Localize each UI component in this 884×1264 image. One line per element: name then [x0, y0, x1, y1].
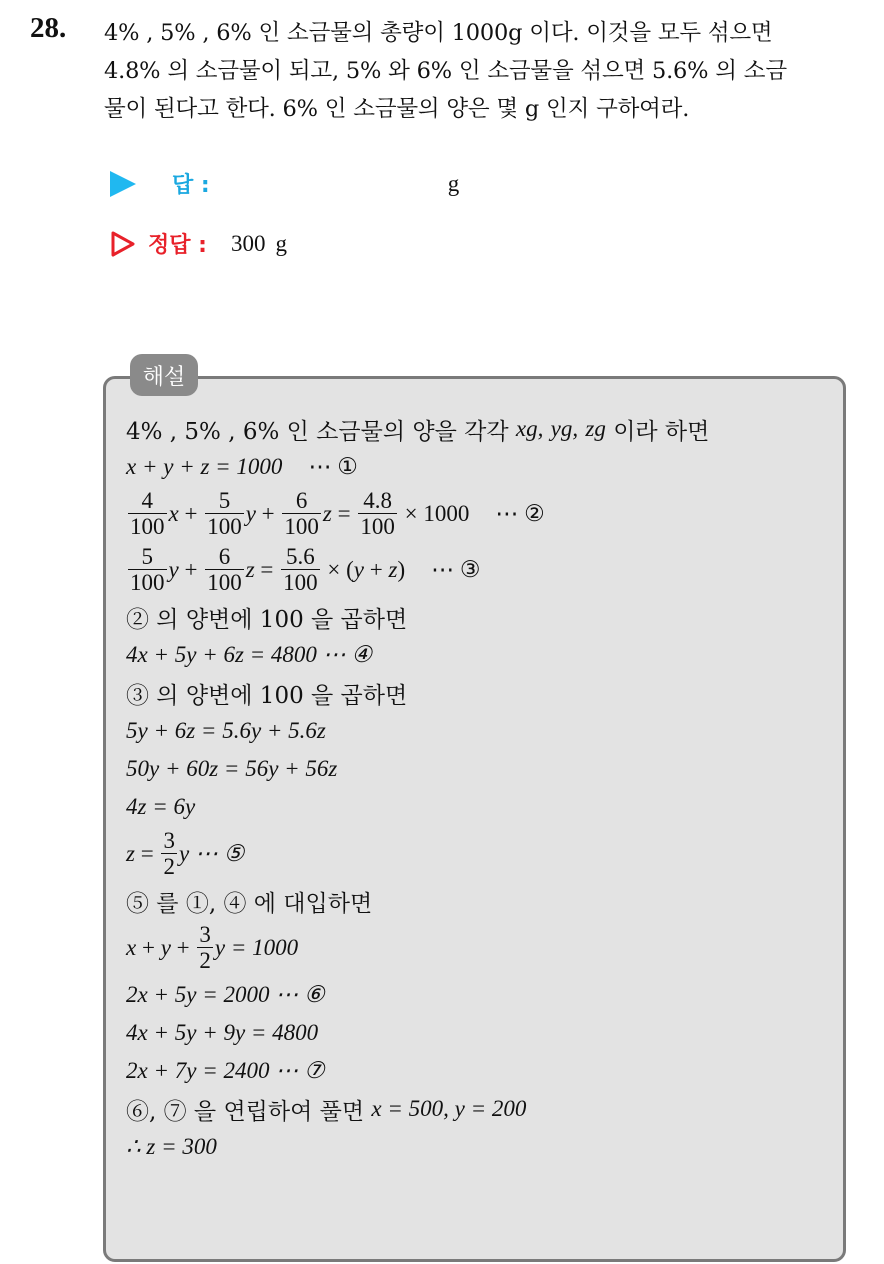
solution-line: x + y + z = 1000 ⋯ ①	[126, 454, 358, 479]
correct-answer-label: 정답 :	[148, 233, 207, 258]
solution-line: z = $\frac{3}{2}$ y ⋯ ⑤	[126, 827, 245, 879]
question-line: 물이 된다고 한다. 6% 인 소금물의 양은 몇 g 인지 구하여라.	[104, 96, 690, 122]
solution-line: $\frac{4}{100}$ x + $\frac{5}{100}$ y + $\frac{6}{100}$ z = $\frac{4.8}{100}$ × 1000 ⋯ ②	[130, 487, 545, 539]
solution-content	[126, 410, 826, 1166]
solution-line: x + y + $\frac{3}{2}$ y = 1000	[126, 921, 299, 973]
correct-answer-unit: g	[275, 230, 287, 256]
solution-line: ⑥, ⑦ 을 연립하여 풀면 x = 500, y = 200	[126, 1096, 527, 1125]
solution-line: ② 의 양변에 100 을 곱하면	[126, 606, 408, 633]
play-triangle-icon	[110, 171, 136, 197]
answer-row	[110, 168, 459, 199]
solution-line: 4x + 5y + 6z = 4800 ⋯ ④	[126, 642, 373, 667]
solution-line: 5y + 6z = 5.6y + 5.6z	[126, 718, 326, 743]
question-number: 28.	[30, 12, 67, 44]
question-line: 4% , 5% , 6% 인 소금물의 총량이 1000g 이다. 이것을 모두 섞으면	[104, 20, 773, 46]
solution-line: 4% , 5% , 6% 인 소금물의 양을 각각 xg, yg, zg 이라 하면	[126, 416, 710, 445]
answer-unit: g	[447, 170, 460, 196]
solution-line: ⑤ 를 ①, ④ 에 대입하면	[126, 890, 373, 917]
outline-triangle-icon	[110, 230, 136, 258]
solution-tab: 해설	[130, 354, 198, 396]
answer-label: 답 :	[172, 173, 210, 198]
solution-line: ∴ z = 300	[126, 1134, 217, 1159]
solution-line: 4x + 5y + 9y = 4800	[126, 1020, 319, 1045]
question-text	[104, 14, 864, 128]
solution-line: 50y + 60z = 56y + 56z	[126, 756, 338, 781]
solution-line: 4z = 6y	[126, 794, 196, 819]
solution-line: 2x + 5y = 2000 ⋯ ⑥	[126, 982, 325, 1007]
solution-line: $\frac{5}{100}$ y + $\frac{6}{100}$ z = $\frac{5.6}{100}$ × ( y + z ) ⋯ ③	[130, 543, 481, 595]
question-line: 4.8% 의 소금물이 되고, 5% 와 6% 인 소금물을 섞으면 5.6% 의 소금	[104, 58, 787, 84]
solution-line: 2x + 7y = 2400 ⋯ ⑦	[126, 1058, 325, 1083]
correct-answer-value: 300	[230, 230, 266, 256]
solution-line: ③ 의 양변에 100 을 곱하면	[126, 682, 408, 709]
correct-answer-row	[110, 228, 287, 259]
